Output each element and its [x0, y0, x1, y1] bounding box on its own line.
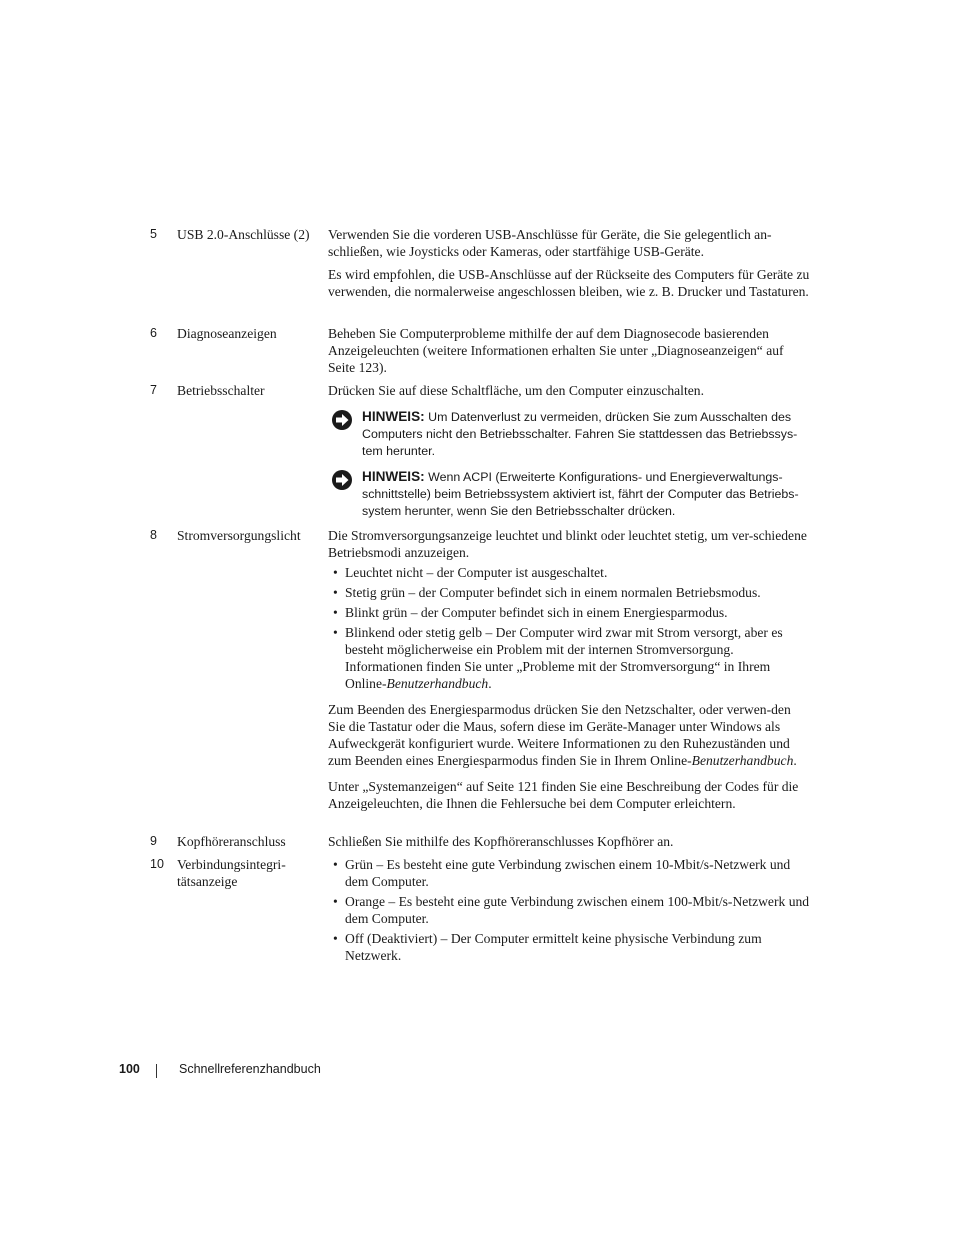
description-paragraph: Es wird empfohlen, die USB-Anschlüsse auf der Rückseite des Computers für Geräte zu verwenden, die normalerweise angeschlossen bleiben, wie z. B. Drucker und Tastaturen.	[328, 267, 810, 299]
page-number: 100	[119, 1062, 140, 1076]
manual-title: Benutzerhandbuch	[386, 676, 489, 691]
list-item-text: Off (Deaktiviert) – Der Computer ermittelt keine physische Verbindung zum Netzwerk.	[345, 931, 762, 963]
notice-arrow-icon	[331, 469, 353, 491]
list-item	[328, 604, 810, 621]
row-description	[328, 527, 810, 818]
list-item-text: Grün – Es besteht eine gute Verbindung zwischen einem 10-Mbit/s-Netzwerk und dem Computer.	[345, 857, 791, 889]
notice-arrow-icon	[331, 409, 353, 431]
list-item	[328, 893, 810, 927]
list-item-text: Blinkend oder stetig gelb – Der Computer wird zwar mit Strom versorgt, aber es besteht möglicherweise ein Problem mit der internen Stromversorgung. Informationen finden Sie unter „Probleme mit der Stromversorgung“ in Ihrem Online-	[345, 625, 783, 691]
row-description	[328, 382, 810, 528]
notice-label: HINWEIS:	[362, 469, 425, 484]
bullet-icon: •	[333, 565, 338, 580]
description-paragraph: Unter „Systemanzeigen“ auf Seite 121 finden Sie eine Beschreibung der Codes für die Anzeigeleuchten, die Ihnen die Fehlersuche bei dem Computer erleichtern.	[328, 779, 799, 811]
row-number: 9	[150, 834, 157, 848]
bullet-icon: •	[333, 894, 338, 909]
list-item-text: Leuchtet nicht – der Computer ist ausgeschaltet.	[345, 565, 608, 580]
description-paragraph: Drücken Sie auf diese Schaltfläche, um den Computer einzuschalten.	[328, 383, 704, 398]
paragraph-text: Zum Beenden des Energiesparmodus drücken Sie den Netzschalter, oder verwen-den Sie die Tastatur oder die Maus, sofern diese im Geräte-Manager unter Windows als Aufweckgerät konfiguriert wurde. Weitere Informationen zu den Ruhezuständen und zum Beenden eines Energiesparmodus finden Sie in Ihrem Online-	[328, 702, 791, 768]
bullet-icon: •	[333, 605, 338, 620]
bullet-icon: •	[333, 625, 338, 640]
row-description	[328, 833, 810, 856]
notice-box	[328, 468, 810, 520]
notice-box	[328, 408, 810, 460]
row-label: Stromversorgungslicht	[177, 528, 301, 543]
row-label: Diagnoseanzeigen	[177, 326, 277, 341]
bullet-list	[328, 856, 810, 964]
row-description	[328, 325, 810, 382]
description-paragraph: Die Stromversorgungsanzeige leuchtet und blinkt oder leuchtet stetig, um ver-schiedene Betriebsmodi anzuzeigen.	[328, 528, 807, 560]
notice-label: HINWEIS:	[362, 409, 425, 424]
footer-divider	[156, 1064, 157, 1078]
row-label: Betriebsschalter	[177, 383, 265, 398]
row-number: 8	[150, 528, 157, 542]
footer-title: Schnellreferenzhandbuch	[179, 1062, 321, 1076]
row-label: USB 2.0-Anschlüsse (2)	[177, 227, 310, 242]
bullet-icon: •	[333, 585, 338, 600]
row-description	[328, 226, 810, 306]
list-item	[328, 624, 810, 692]
bullet-icon: •	[333, 931, 338, 946]
manual-title: Benutzerhandbuch	[691, 753, 794, 768]
list-item-text-end: .	[488, 676, 492, 691]
list-item	[328, 856, 810, 890]
row-label: Verbindungsintegri-tätsanzeige	[177, 857, 286, 889]
description-paragraph: Beheben Sie Computerprobleme mithilfe der auf dem Diagnosecode basierenden Anzeigeleuchten (weitere Informationen erhalten Sie unter „Diagnoseanzeigen“ auf Seite 123).	[328, 326, 784, 375]
description-paragraph: Verwenden Sie die vorderen USB-Anschlüsse für Geräte, die Sie gelegentlich an-schließen, wie Joysticks oder Kameras, oder startfähige USB-Geräte.	[328, 227, 772, 259]
list-item	[328, 930, 810, 964]
row-number: 10	[150, 857, 164, 871]
list-item-text: Stetig grün – der Computer befindet sich in einem normalen Betriebsmodus.	[345, 585, 761, 600]
row-number: 7	[150, 383, 157, 397]
notice-text: Um Datenverlust zu vermeiden, drücken Sie zum Ausschalten des Computers nicht den Betriebsschalter. Fahren Sie stattdessen das Betriebssys-tem herunter.	[362, 410, 798, 458]
list-item	[328, 584, 810, 601]
list-item-text: Orange – Es besteht eine gute Verbindung zwischen einem 100-Mbit/s-Netzwerk und dem Computer.	[345, 894, 810, 926]
list-item	[328, 564, 810, 581]
row-number: 6	[150, 326, 157, 340]
bullet-list	[328, 564, 810, 692]
notice-text: Wenn ACPI (Erweiterte Konfigurations- und Energieverwaltungs-schnittstelle) beim Betriebssystem aktiviert ist, fährt der Computer das Betriebs-system herunter, wenn Sie den Betriebsschalter drücken.	[362, 470, 799, 518]
bullet-icon: •	[333, 857, 338, 872]
paragraph-text-end: .	[793, 753, 797, 768]
list-item-text: Blinkt grün – der Computer befindet sich in einem Energiesparmodus.	[345, 605, 728, 620]
description-paragraph	[328, 701, 810, 769]
description-paragraph: Schließen Sie mithilfe des Kopfhöreranschlusses Kopfhörer an.	[328, 834, 674, 849]
row-number: 5	[150, 227, 157, 241]
row-description	[328, 856, 810, 970]
row-label: Kopfhöreranschluss	[177, 834, 286, 849]
